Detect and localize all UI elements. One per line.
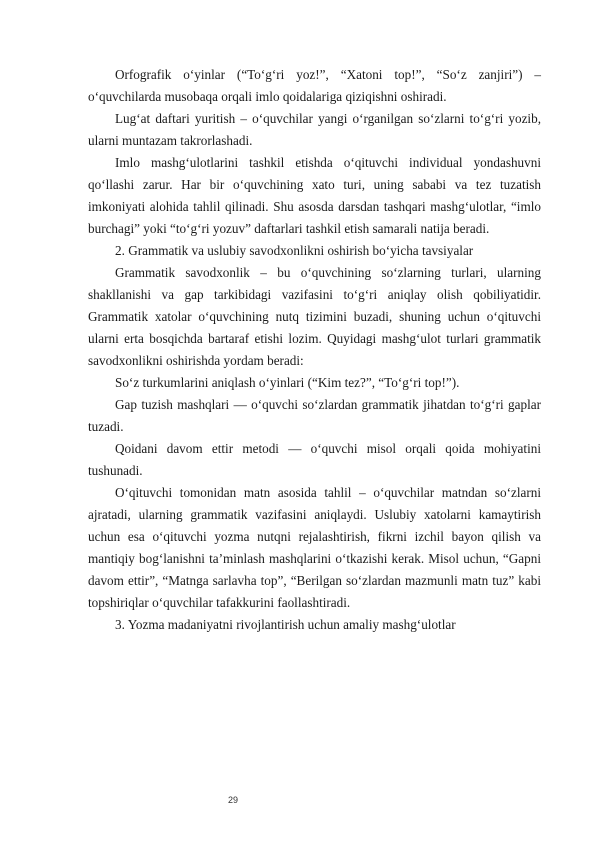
paragraph-imlo-mashgulotlari: Imlo mashg‘ulotlarini tashkil etishda o‘qituvchi individual yondashuvni qo‘llashi zarur. Har bir o‘quvchining xato turi, uning sababi va tez tuzatish imkoniyati alohida tahlil qilinadi. Shu asosda darsdan tashqari mashg‘ulotlar, “imlo burchagi” yoki “to‘g‘ri yozuv” daftarlari tashkil etish samarali natija beradi. [88, 155, 541, 236]
paragraph-matn-tahlil: O‘qituvchi tomonidan matn asosida tahlil – o‘quvchilar matndan so‘zlarni ajratadi, ularning grammatik vazifasini aniqlaydi. Uslubiy xatolarni kamaytirish uchun esa o‘qituvchi yozma nutqni rejalashtirish, fikrni izchil bayon qilish va mantiqiy bog‘lanishni ta’minlash mashqlarini o‘tkazishi kerak. Misol uchun, “Gapni davom ettir”, “Matnga sarlavha top”, “Berilgan so‘zlardan mazmunli matn tuz” kabi topshiriqlar o‘quvchilar tafakkurini faollashtiradi. [88, 485, 541, 610]
section-heading-yozma-madaniyat: 3. Yozma madaniyatni rivojlantirish uchun amaliy mashg‘ulotlar [115, 617, 456, 632]
page-number: 29 [228, 795, 239, 805]
document-page [88, 64, 541, 636]
section-heading-grammatik: 2. Grammatik va uslubiy savodxonlikni oshirish bo‘yicha tavsiyalar [115, 243, 474, 258]
paragraph-orfografik-oyinlar: Orfografik o‘yinlar (“To‘g‘ri yoz!”, “Xatoni top!”, “So‘z zanjiri”) – o‘quvchilarda musobaqa orqali imlo qoidalariga qiziqishni oshiradi. [88, 67, 541, 104]
paragraph-soz-turkumlari: So‘z turkumlarini aniqlash o‘yinlari (“Kim tez?”, “To‘g‘ri top!”). [115, 375, 460, 390]
paragraph-gap-tuzish: Gap tuzish mashqlari — o‘quvchi so‘zlardan grammatik jihatdan to‘g‘ri gaplar tuzadi. [88, 397, 541, 434]
paragraph-lugat-daftari: Lug‘at daftari yuritish – o‘quvchilar yangi o‘rganilgan so‘zlarni to‘g‘ri yozib, ularni muntazam takrorlashadi. [88, 111, 541, 148]
paragraph-qoidani-davom: Qoidani davom ettir metodi — o‘quvchi misol orqali qoida mohiyatini tushunadi. [88, 441, 541, 478]
paragraph-grammatik-savodxonlik: Grammatik savodxonlik – bu o‘quvchining so‘zlarning turlari, ularning shakllanishi va gap tarkibidagi vazifasini to‘g‘ri aniqlay olish qobiliyatidir. Grammatik xatolar o‘quvchining nutq tizimini buzadi, shuning uchun o‘qituvchi ularni erta bosqichda bartaraf etishi lozim. Quyidagi mashg‘ulot turlari grammatik savodxonlikni oshirishda yordam beradi: [88, 265, 541, 368]
